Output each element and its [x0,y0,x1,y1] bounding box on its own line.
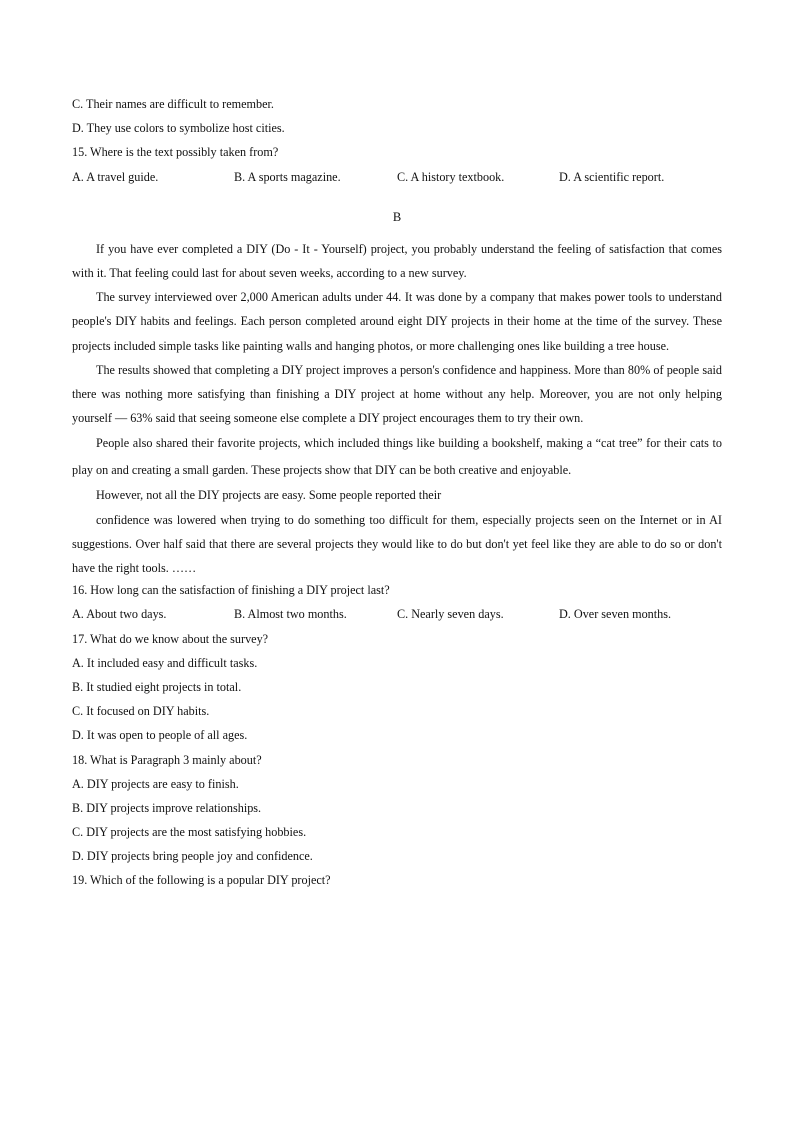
passage-paragraph-2: The survey interviewed over 2,000 American adults under 44. It was done by a company that makes power tools to understand people's DIY habits and feelings. Each person completed around eight DIY projects in their home at the time of the survey. These projects included simple tasks like painting walls and hanging photos, or more challenging ones like building a tree house. [72,290,722,353]
q17-option-c: C. It focused on DIY habits. [72,704,210,719]
q16-option-b: B. Almost two months. [234,607,347,622]
q15-option-c: C. A history textbook. [397,169,505,184]
q16-option-a: A. About two days. [72,607,167,622]
q14-option-d: D. They use colors to symbolize host cities. [72,121,285,136]
q17-option-d: D. It was open to people of all ages. [72,728,248,743]
q15-option-a: A. A travel guide. [72,169,159,184]
exam-page [72,94,722,895]
q18-question: 18. What is Paragraph 3 mainly about? [72,752,262,767]
passage-paragraph-6: confidence was lowered when trying to do something too difficult for them, especially projects seen on the Internet or in AI suggestions. Over half said that there are several projects they would like to do but don't yet feel like they are able to do so or don't have the right tools. …… [72,512,722,575]
q17-option-b: B. It studied eight projects in total. [72,679,242,694]
section-title: B [392,209,402,224]
q15-option-b: B. A sports magazine. [234,169,341,184]
q16-question: 16. How long can the satisfaction of finishing a DIY project last? [72,583,390,598]
q16-options [72,604,722,628]
q16-option-c: C. Nearly seven days. [397,607,504,622]
passage-paragraph-4: People also shared their favorite projects, which included things like building a bookshelf, making a “cat tree” for their cats to play on and creating a small garden. These projects show that DIY can be both creative and enjoyable. [72,436,722,477]
q18-option-c: C. DIY projects are the most satisfying hobbies. [72,825,307,840]
q18-option-d: D. DIY projects bring people joy and confidence. [72,849,313,864]
passage-paragraph-1: If you have ever completed a DIY (Do - It - Yourself) project, you probably understand the feeling of satisfaction that comes with it. That feeling could last for about seven weeks, according to a new survey. [72,241,722,280]
q18-option-a: A. DIY projects are easy to finish. [72,776,239,791]
q17-option-a: A. It included easy and difficult tasks. [72,655,258,670]
q15-options [72,167,722,191]
q18-option-b: B. DIY projects improve relationships. [72,800,262,815]
q14-option-c: C. Their names are difficult to remember. [72,97,274,111]
q16-option-d: D. Over seven months. [559,607,672,622]
q15-option-d: D. A scientific report. [559,169,665,184]
passage-paragraph-5: However, not all the DIY projects are easy. Some people reported their [96,488,442,503]
q19-question: 19. Which of the following is a popular DIY project? [72,873,331,888]
q17-question: 17. What do we know about the survey? [72,631,269,646]
q15-question: 15. Where is the text possibly taken from? [72,145,279,160]
passage-paragraph-3: The results showed that completing a DIY project improves a person's confidence and happiness. More than 80% of people said there was nothing more satisfying than finishing a DIY project at home without any help. Moreover, you are not only helping yourself — 63% said that seeing someone else complete a DIY project encourages them to try their own. [72,362,722,426]
